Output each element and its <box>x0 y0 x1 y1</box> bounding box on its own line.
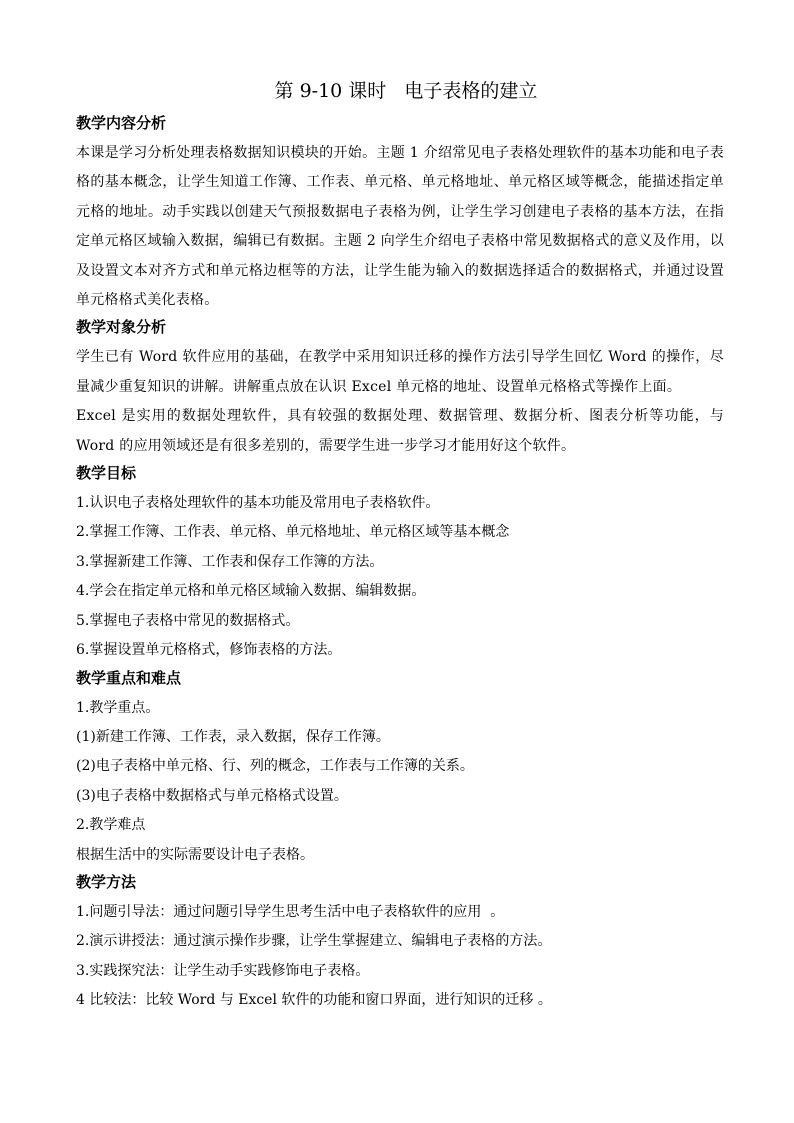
section-heading: 教学对象分析 <box>76 318 167 337</box>
list-item: 1.教学重点。 <box>76 699 160 716</box>
list-item: 1.认识电子表格处理软件的基本功能及常用电子表格软件。 <box>76 495 440 512</box>
section-audience-analysis <box>76 316 724 461</box>
section-content-analysis <box>76 112 724 315</box>
section-objectives <box>76 462 724 665</box>
section-heading: 教学内容分析 <box>76 114 167 132</box>
list-item: 4.学会在指定单元格和单元格区域输入数据、编辑数据。 <box>76 583 426 600</box>
list-item: 2.教学难点 <box>76 817 146 834</box>
list-item: 6.掌握设置单元格格式，修饰表格的方法。 <box>76 642 342 659</box>
paragraph: 本课是学习分析处理表格数据知识模块的开始。主题 1 介绍常见电子表格处理软件的基本功能和电子表格的基本概念，让学生知道工作簿、工作表、单元格、单元格地址、单元格区域等概念，能描述指定单元格的地址。动手实践以创建天气预报数据电子表格为例，让学生学习创建电子表格的基本方法，在指定单元格区域输入数据，编辑已有数据。主题 2 向学生介绍电子表格中常见数据格式的意义及作用，以及设置文本对齐方式和单元格边框等的方法，让学生能为输入的数据选择适合的数据格式，并通过设置单元格格式美化表格。 <box>76 145 724 309</box>
list-item: 3.实践探究法：让学生动手实践修饰电子表格。 <box>76 962 370 979</box>
section-heading: 教学方法 <box>76 872 137 891</box>
list-item: 根据生活中的实际需要设计电子表格。 <box>76 846 314 863</box>
paragraph: 学生已有 Word 软件应用的基础，在教学中采用知识迁移的操作方法引导学生回忆 Word 的操作，尽量减少重复知识的讲解。讲解重点放在认识 Excel 单元格的地址、设置单元格格式等操作上面。 <box>76 349 724 395</box>
list-item: (3)电子表格中数据格式与单元格格式设置。 <box>76 787 348 804</box>
list-item: 1.问题引导法：通过问题引导学生思考生活中电子表格软件的应用 。 <box>76 903 505 920</box>
list-item: 2.演示讲授法：通过演示操作步骤，让学生掌握建立、编辑电子表格的方法。 <box>76 933 552 950</box>
list-item: 2.掌握工作簿、工作表、单元格、单元格地址、单元格区域等基本概念 <box>76 524 510 541</box>
list-item: 4 比较法：比较 Word 与 Excel 软件的功能和窗口界面，进行知识的迁移 。 <box>76 992 552 1009</box>
section-heading: 教学重点和难点 <box>76 668 182 687</box>
list-item: 3.掌握新建工作簿、工作表和保存工作簿的方法。 <box>76 553 384 570</box>
section-methods <box>76 871 724 1016</box>
document-title: 第 9-10 课时 电子表格的建立 <box>274 80 538 102</box>
list-item: (2)电子表格中单元格、行、列的概念，工作表与工作簿的关系。 <box>76 758 474 775</box>
paragraph: Excel 是实用的数据处理软件，具有较强的数据处理、数据管理、数据分析、图表分析等功能，与 Word 的应用领域还是有很多差别的，需要学生进一步学习才能用好这个软件。 <box>76 408 724 454</box>
list-item: 5.掌握电子表格中常见的数据格式。 <box>76 612 300 629</box>
section-heading: 教学目标 <box>76 464 137 483</box>
section-key-points <box>76 667 724 870</box>
list-item: (1)新建工作簿、工作表，录入数据，保存工作簿。 <box>76 728 390 745</box>
